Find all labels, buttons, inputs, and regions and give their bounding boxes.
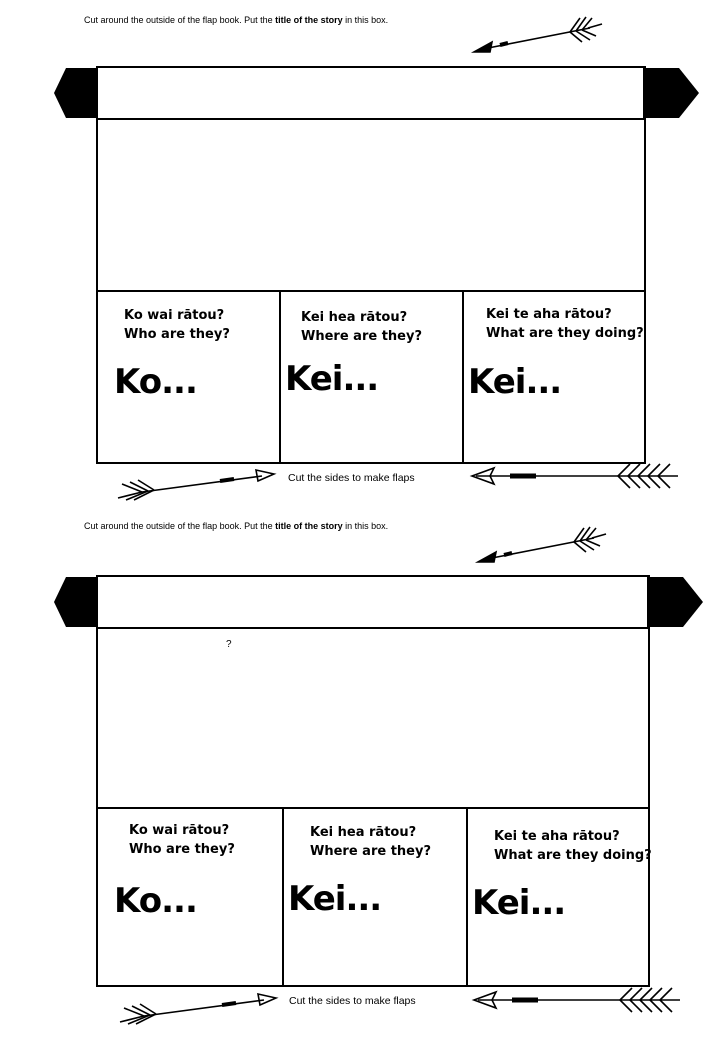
flap-who[interactable]	[98, 292, 281, 462]
picture-box[interactable]	[98, 120, 644, 292]
cut-sides-note: Cut the sides to make flaps	[289, 995, 416, 1007]
arrow-icon	[470, 14, 615, 58]
flap-doing[interactable]	[464, 292, 644, 462]
flap-who[interactable]	[98, 809, 284, 985]
flap-doing[interactable]	[468, 809, 652, 985]
flap-question-maori: Ko wai rātou?	[129, 823, 230, 838]
title-box[interactable]	[98, 577, 648, 629]
flap-question-maori: Kei hea rātou?	[310, 825, 417, 840]
title-box[interactable]	[98, 68, 644, 120]
arrow-icon	[114, 990, 279, 1028]
flap-question-english: Who are they?	[124, 327, 230, 342]
stray-mark: ?	[226, 639, 232, 650]
tab-arrow-left-icon	[54, 577, 98, 629]
flap-sentence-starter: Ko...	[114, 362, 197, 402]
instruction-bold: title of the story	[275, 521, 343, 531]
instruction-end: in this box.	[342, 521, 389, 531]
arrow-icon	[468, 462, 696, 492]
flap-sentence-starter: Ko...	[114, 881, 197, 921]
flap-question-maori: Kei hea rātou?	[301, 310, 408, 325]
instruction-bold: title of the story	[275, 15, 343, 25]
flap-question-english: What are they doing?	[486, 326, 644, 341]
picture-box[interactable]	[98, 629, 648, 809]
tab-arrow-right-icon	[643, 68, 699, 120]
flap-book-sheet-2	[0, 510, 720, 1030]
flap-sentence-starter: Kei...	[468, 362, 562, 402]
instruction-end: in this box.	[342, 15, 389, 25]
flap-question-maori: Kei te aha rātou?	[486, 307, 612, 322]
flaps-row	[98, 292, 644, 462]
instruction-text	[84, 521, 388, 531]
flap-sentence-starter: Kei...	[285, 359, 379, 399]
instruction-text	[84, 15, 388, 25]
flap-where[interactable]	[281, 292, 464, 462]
arrow-icon	[470, 986, 698, 1016]
tab-arrow-right-icon	[647, 577, 703, 629]
flap-question-english: What are they doing?	[494, 848, 652, 863]
flap-book	[96, 66, 646, 464]
flap-question-english: Where are they?	[301, 329, 422, 344]
flap-sentence-starter: Kei...	[472, 883, 566, 923]
instruction-start: Cut around the outside of the flap book. Put the	[84, 521, 276, 531]
flap-sentence-starter: Kei...	[288, 879, 382, 919]
instruction-start: Cut around the outside of the flap book. Put the	[84, 15, 276, 25]
flap-question-maori: Ko wai rātou?	[124, 308, 225, 323]
flap-question-english: Who are they?	[129, 842, 235, 857]
flap-question-english: Where are they?	[310, 844, 431, 859]
arrow-icon	[112, 466, 277, 504]
cut-sides-note: Cut the sides to make flaps	[288, 472, 415, 484]
flap-question-maori: Kei te aha rātou?	[494, 829, 620, 844]
flap-where[interactable]	[284, 809, 468, 985]
flaps-row	[98, 809, 652, 985]
arrow-icon	[474, 524, 619, 568]
flap-book	[96, 575, 650, 987]
tab-arrow-left-icon	[54, 68, 98, 120]
